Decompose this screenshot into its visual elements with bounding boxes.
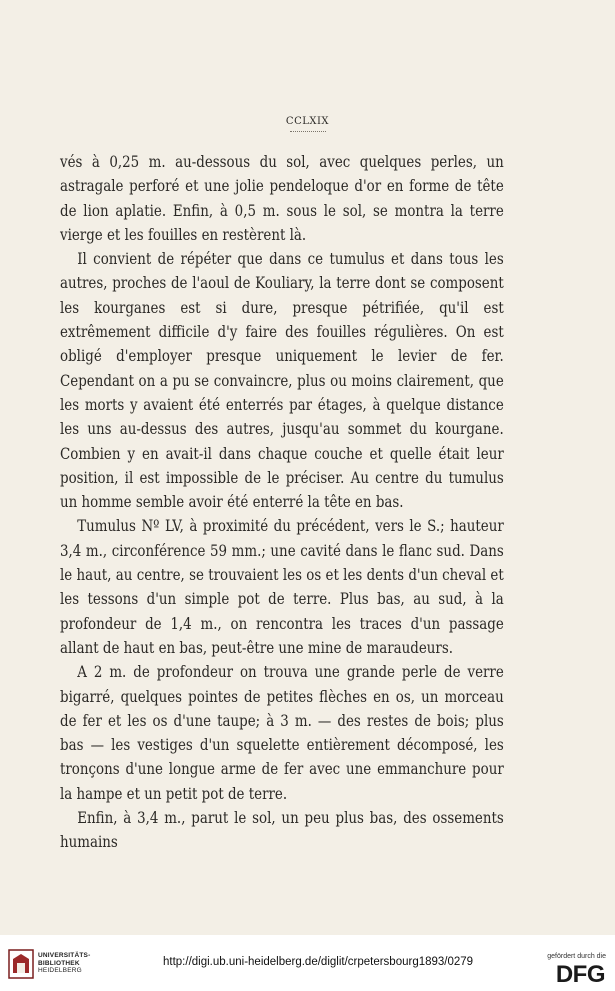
page-number-header: CCLXIX [285,116,330,127]
paragraph-4: A 2 m. de profondeur on trouva une grande perle de verre bigarré, quelques pointes de petites flèches en os, un morceau de fer et les os d'une taupe; à 3 m. — des restes de bois; plus bas — les vestiges d'un squelette entièrement décomposé, les tronçons d'une longue arme de fer avec une emmanchure pour la hampe et un petit pot de terre. [60,663,504,803]
paragraph-3: Tumulus Nº LV, à proximité du précédent, vers le S.; hauteur 3,4 m., circonférence 59 mm.; une cavité dans le flanc sud. Dans le haut, au centre, se trouvaient les os et les dents d'un cheval et les tessons d'un simple pot de terre. Plus bas, au sud, à la profondeur de 1,4 m., on rencontra les traces d'un passage allant de haut en bas, peut-être une mine de maraudeurs. [60,517,504,657]
library-seal-icon [8,949,34,979]
body-text [60,150,504,855]
library-line-2: BIBLIOTHEK [38,959,80,967]
library-line-1: UNIVERSITÄTS- [38,952,91,959]
library-line-3: HEIDELBERG [38,967,82,974]
dfg-logo: DFG [555,961,605,988]
paragraph-5: Enfin, à 3,4 m., parut le sol, un peu plus bas, des ossements humains [60,809,504,852]
paragraph-1: vés à 0,25 m. au-dessous du sol, avec quelques perles, un astragale perforé et une jolie pendeloque d'or en forme de tête de lion aplatie. Enfin, à 0,5 m. sous le sol, se montra la terre vierge et les fouilles en restèrent là. [60,153,504,244]
paragraph-2: Il convient de répéter que dans ce tumulus et dans tous les autres, proches de l'aoul de Kouliary, la terre dont se composent les kourganes est si dure, presque pétrifiée, qu'il est extrêmement difficile d'y faire des fouilles régulières. On est obligé d'employer presque uniquement le levier de fer. Cependant on a pu se convaincre, plus ou moins clairement, que les morts y avaient été enterrés par étages, à quelque distance les uns au-dessus des autres, jusqu'au sommet du kourgane. Combien y en avait-il dans chaque couche et quelle était leur position, il est impossible de le préciser. Au centre du tumulus un homme semble avoir été enterré la tête en bas. [60,250,504,512]
permalink-url[interactable]: http://digi.ub.uni-heidelberg.de/diglit/crpetersbourg1893/0279 [163,956,474,968]
library-name [38,952,90,975]
header-ornament [290,128,326,132]
digitization-footer [0,935,615,991]
funder-note: gefördert durch die [547,953,606,960]
